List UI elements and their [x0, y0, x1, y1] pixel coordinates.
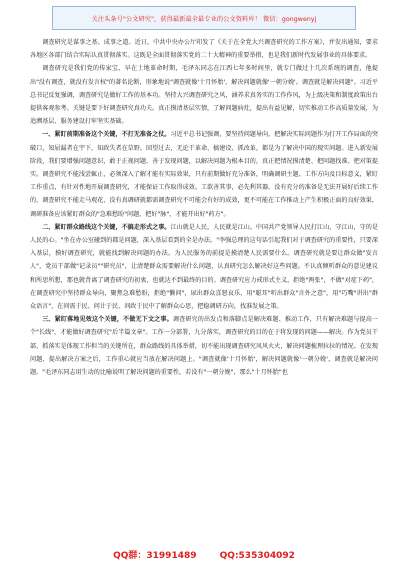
promo-banner [52, 6, 356, 30]
paragraph-text: 调查研究是我们党的传家宝、早在土地革命时期，毛泽东同志在江西七年多时间里，就专门做过十几次系统的调查，他提出"没有调查，就没有发言权"的著名论断，形象地说"调查就像'十月怀胎'，解决问题就像'一朝分娩'。调查就是解决问题"。习近平总书记反复强调，调查研究是做好工作的基本功。坚持大兴调查研究之风，涵养求真务实的工作作风，为上级决策和制度政策出台提供客观参考。关键是要下好调查研究真功夫。真正摸清基层实情，了解问题病灶，提出有益见解，切实推动工作高质量发展，为追溯基层、服务建设打牢坚实基础。 [30, 65, 378, 126]
paragraph-text: 调查研究是谋事之基、成事之道。近日，中共中央办公厅印发了《关于在全党大兴调查研究的工作方案》，并发出通知，要求各地区各部门结合实际认真贯彻落实。这既是全面贯彻落实党的二十大精神的重要举措，也是我们新时代发展事业的具体要求。 [30, 39, 378, 60]
document-body [30, 36, 378, 379]
paragraph-2 [30, 62, 378, 128]
qq-number: QQ:535304092 [219, 551, 295, 561]
paragraph-text: 习近平总书记强调，要坚持问题导向，把解决实际问题作为打开工作局面的突破口，知屈漏者在宇下，知政失者在草野。回望过去，无论干革命、搞建设、抓改革，都是为了解决中国的现实问题。进入新发展阶段，我们要增强问题意识，敢于正视问题、善于发现问题，以解决问题为根本目的，真正把情况摸清楚、把问题找准、把对策提实。调查研究不能浅尝辄止，必须深入了解才能有实际效果，只有前期做好充分准备，明确调研主题、工作方向及目标意义，紧盯工作重点，有针对性地开展调查研究，才能保证工作取得成效。工欲善其事，必先利其器。没有充分的准备是无法开展好后续工作的，调查研究不能走马观花，没有真调研就都需调查研究不可能会有好的成效，更不可能在工作推动上产生积极正面的良好效果，调研准备应该紧盯群众的"急难愁盼"问题，把好"脉"，才能开出好"药方"。 [30, 131, 379, 218]
footer-contact [0, 548, 408, 561]
promo-banner-text: 关注头条号"公文研究"，获得最新最全最专业的公文资料库！ 微信：gongwenyj [91, 15, 317, 23]
paragraph-1 [30, 36, 378, 62]
qq-group: QQ群：31991489 [113, 551, 197, 561]
paragraph-5 [30, 313, 378, 379]
paragraph-4 [30, 221, 378, 313]
paragraph-3 [30, 128, 378, 220]
section-heading: 三、紧盯落地见效这个关键，不做无下文之事。 [42, 316, 173, 324]
section-heading: 一、紧盯前期准备这个关键，不打无准备之仗。 [42, 131, 171, 139]
section-heading: 二、紧盯群众路线这个关键，不搞走形式之事。 [42, 223, 171, 231]
paragraph-text: 调查研究的出发点和落脚点是解决难题、推动工作，只有解决难题与提高一个"长线"，才能做好调查研究"后半篇文章"。工作一分部署，九分落实，调查研究的目的在于将发现的问题——解决。作为党员干部，抓落实是体现工作担当的关键所在，群众路线的具体举措，切不能出现调查研究风风火火，解决问题梳理拉拉的情况。在发现问题、提出解决方案之后，工作重心就应当放在解决问题上。"调查就像'十月怀胎'，解决问题就像'一朝分娩'，调查就是解决问题。"毛泽东同志用生动的比喻说明了解决问题的重要性，若没有"一朝分娩"，那么"十月怀胎"也 [30, 316, 379, 377]
paragraph-text: 江山就是人民，人民就是江山。中国共产党领导人民打江山、守江山，守的是人民的心。"坐在办公室碰到的都是问题，深入基层看到的全是办法。"李强总理的这句话引起我们对于调查研究的重要性，只要深入基层，摸好调查研究，就能找到解决问题的办法。为人民服务的前提是摸清楚人民需要什么。调查研究就是要让群众做"发言人"，党员干部做"记录员""研究员"，让清楚群众需要解决什么问题，认真研究怎么解决好这些问题。不认真倾听群众的意见建议和所思所想，那也就背离了调查研究的初衷，也就达不到最终的目的。调查研究应力戒形式主义，拒绝"两张"，不做"对症下药"，在调查研究中坚持群众导向，聚焦急难愁盼，拒绝"懒问"，尿出群众喜怒哀乐，用"聪耳"听出群众"言外之意"，用"巧嘴"讲出"群众语言"，在问需于民、问计于民、问政于民中了解群众心思，把稳调研方向，找准发展之策。 [30, 223, 379, 311]
